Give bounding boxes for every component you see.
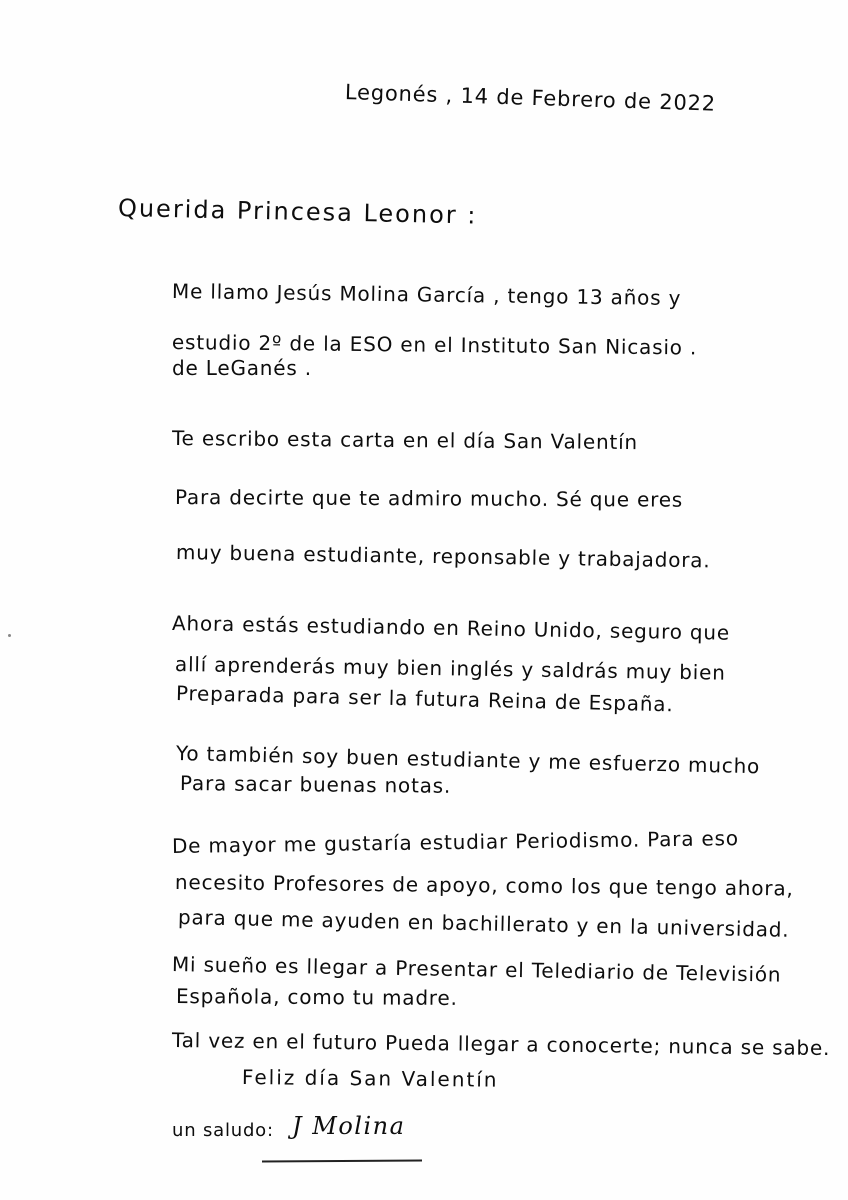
letter-line: para que me ayuden en bachillerato y en la universidad. bbox=[177, 905, 790, 942]
handwritten-signature: J Molina bbox=[292, 1112, 406, 1140]
letter-line: Española, como tu madre. bbox=[175, 984, 458, 1010]
letter-closing: Feliz día San Valentín bbox=[241, 1065, 499, 1092]
letter-line: Mi sueño es llegar a Presentar el Telediario de Televisión bbox=[171, 952, 782, 987]
letter-line: allí aprenderás muy bien inglés y saldrás muy bien bbox=[174, 652, 726, 685]
letter-line: Preparada para ser la futura Reina de España. bbox=[175, 681, 674, 717]
letter-line: Ahora estás estudiando en Reino Unido, seguro que bbox=[171, 611, 731, 645]
letter-line: Yo también soy buen estudiante y me esfuerzo mucho bbox=[175, 741, 761, 779]
letter-greeting: Querida Princesa Leonor : bbox=[117, 194, 478, 230]
letter-line: De mayor me gustaría estudiar Periodismo. Para eso bbox=[171, 826, 739, 858]
letter-date: Legonés , 14 de Febrero de 2022 bbox=[344, 80, 717, 116]
letter-line: Te escribo esta carta en el día San Valentín bbox=[171, 426, 639, 455]
letter-line: Tal vez en el futuro Pueda llegar a conocerte; nunca se sabe. bbox=[171, 1028, 831, 1061]
paper-speck bbox=[8, 634, 11, 637]
letter-line: Me llamo Jesús Molina García , tengo 13 años y bbox=[171, 279, 682, 311]
letter-line: Para decirte que te admiro mucho. Sé que eres bbox=[174, 485, 684, 512]
letter-line: estudio 2º de la ESO en el Instituto San Nicasio . bbox=[171, 330, 698, 360]
letter-line: Para sacar buenas notas. bbox=[179, 771, 452, 798]
letter-salute: un saludo: bbox=[172, 1120, 274, 1141]
letter-line: muy buena estudiante, reponsable y trabajadora. bbox=[175, 540, 711, 573]
letter-line: necesito Profesores de apoyo, como los que tengo ahora, bbox=[174, 870, 794, 901]
letter-line: de LeGanés . bbox=[172, 356, 312, 380]
signature-underline bbox=[262, 1159, 422, 1162]
